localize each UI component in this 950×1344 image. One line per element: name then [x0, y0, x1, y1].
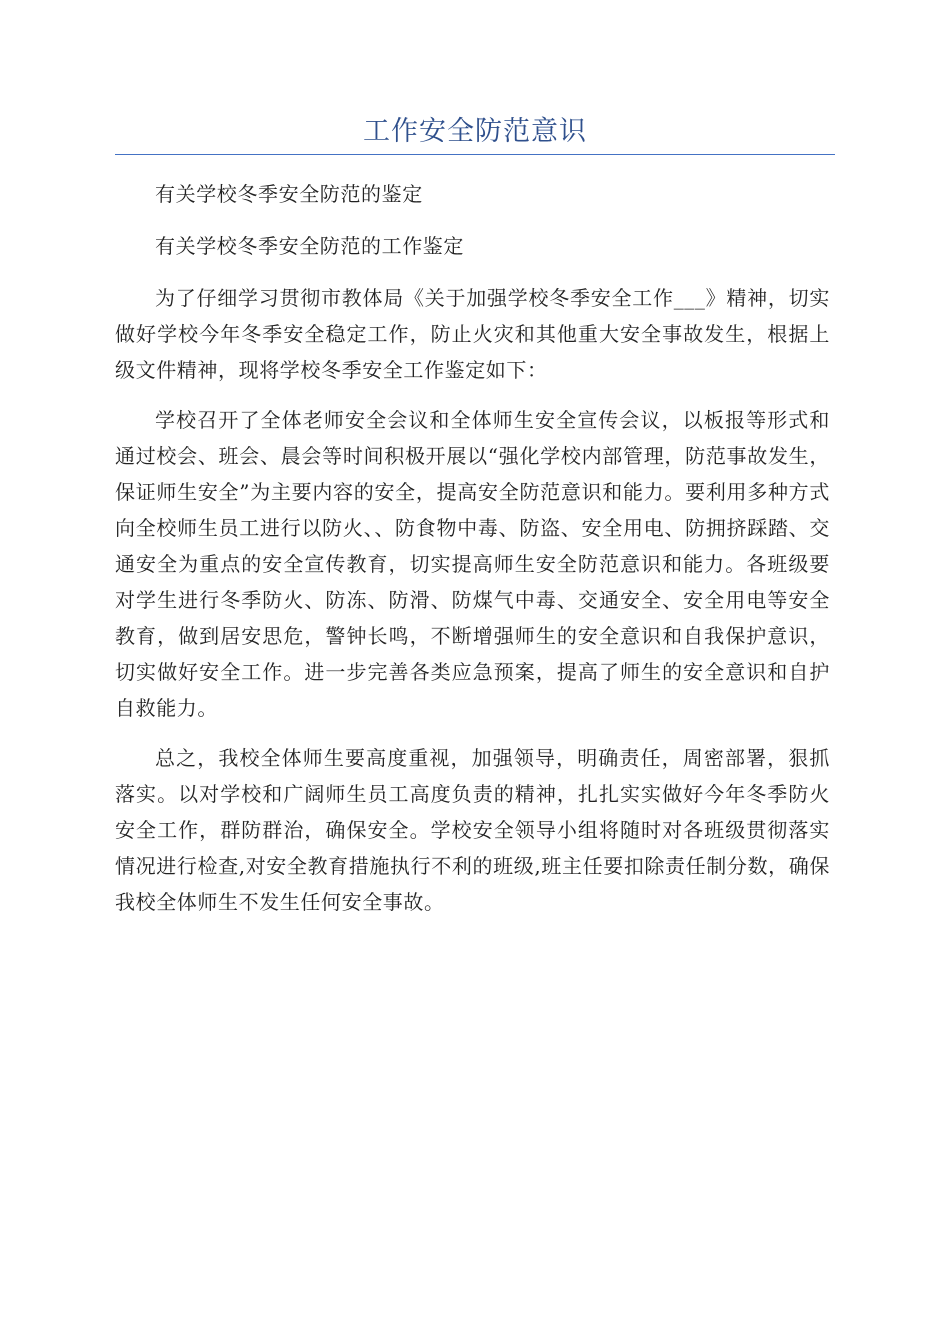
paragraph-measures: 学校召开了全体老师安全会议和全体师生安全宣传会议，以板报等形式和通过校会、班会、晨会等时间积极开展以“强化学校内部管理，防范事故发生，保证师生安全”为主要内容的安全，提高安全防范意识和能力。要利用多种方式向全校师生员工进行以防火、、防食物中毒、防盗、安全用电、防拥挤踩踏、交通安全为重点的安全宣传教育，切实提高师生安全防范意识和能力。各班级要对学生进行冬季防火、防冻、防滑、防煤气中毒、交通安全、安全用电等安全教育，做到居安思危，警钟长鸣，不断增强师生的安全意识和自我保护意识，切实做好安全工作。进一步完善各类应急预案，提高了师生的安全意识和自护自救能力。 — [115, 408, 830, 720]
paragraph-subtitle-2: 有关学校冬季安全防范的工作鉴定 — [155, 234, 464, 258]
document-body — [115, 176, 830, 934]
title-underline — [115, 154, 835, 155]
paragraph-conclusion: 总之，我校全体师生要高度重视，加强领导，明确责任，周密部署，狠抓落实。以对学校和广阔师生员工高度负责的精神，扎扎实实做好今年冬季防火安全工作，群防群治，确保安全。学校安全领导小组将随时对各班级贯彻落实情况进行检查,对安全教育措施执行不利的班级,班主任要扣除责任制分数，确保我校全体师生不发生任何安全事故。 — [115, 746, 830, 914]
document-title: 工作安全防范意识 — [363, 116, 587, 147]
paragraph-subtitle-1: 有关学校冬季安全防范的鉴定 — [155, 182, 423, 206]
paragraph-intro: 为了仔细学习贯彻市教体局《关于加强学校冬季安全工作___》精神，切实做好学校今年冬季安全稳定工作，防止火灾和其他重大安全事故发生，根据上级文件精神，现将学校冬季安全工作鉴定如下： — [115, 286, 830, 382]
